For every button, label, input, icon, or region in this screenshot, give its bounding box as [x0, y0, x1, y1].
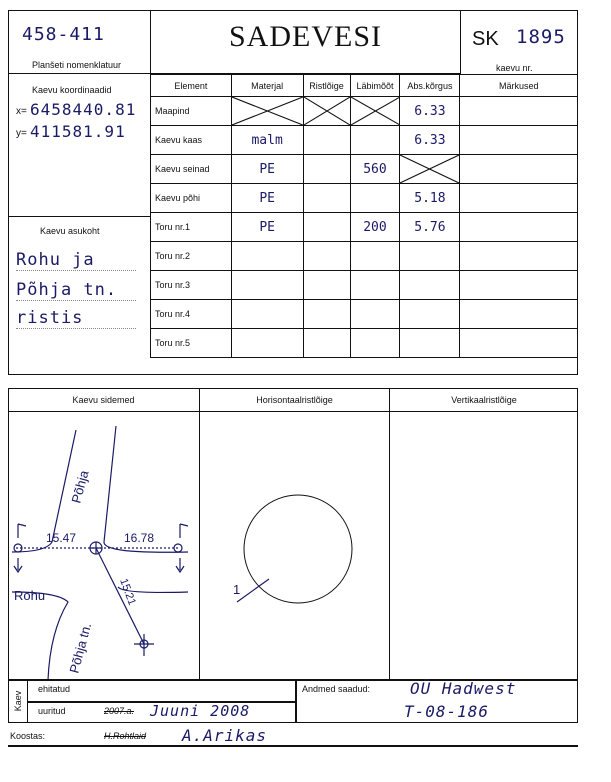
table-row: [151, 97, 578, 126]
cell-element: Toru nr.2: [151, 242, 232, 271]
uuritud-label: uuritud: [38, 706, 66, 716]
cell-element: Kaevu seinad: [151, 155, 232, 184]
location-line-3: ristis: [16, 308, 136, 329]
cell-abs: [400, 329, 460, 358]
cell-ristloige: [303, 242, 350, 271]
location-line-2: Põhja tn.: [16, 280, 136, 301]
cell-markused: [460, 213, 578, 242]
col-header-materjal: Materjal: [231, 75, 303, 97]
cell-labimoot: 200: [350, 213, 400, 242]
sk-prefix: SK: [472, 28, 499, 50]
kaev-label: Kaev: [13, 690, 23, 712]
sketch-dist-1: 15.47: [46, 531, 77, 545]
cell-labimoot: [350, 242, 400, 271]
cell-ristloige: [303, 155, 350, 184]
cell-abs: [400, 271, 460, 300]
coordinates-label: Kaevu koordinaadid: [32, 85, 112, 95]
ehitatud-label: ehitatud: [38, 684, 71, 694]
cell-labimoot: [350, 329, 400, 358]
koostas-struck: H.Rohtlaid: [104, 731, 147, 741]
cell-markused: [460, 184, 578, 213]
cell-markused: [460, 300, 578, 329]
cell-markused: [460, 97, 578, 126]
cell-markused: [460, 126, 578, 155]
cell-markused: [460, 155, 578, 184]
uuritud-value: Juuni 2008: [150, 702, 251, 720]
cell-materjal: [231, 300, 303, 329]
cell-abs: 6.33: [400, 97, 460, 126]
table-row: [151, 126, 578, 155]
table-row: [151, 271, 578, 300]
table-row: [151, 300, 578, 329]
nomenclature-label: Planšeti nomenklatuur: [32, 60, 122, 70]
cell-abs: [400, 242, 460, 271]
cell-abs: 6.33: [400, 126, 460, 155]
col-header-abs: Abs.kõrgus: [400, 75, 460, 97]
col-header-ristloige: Ristlõige: [303, 75, 350, 97]
cell-ristloige: [303, 184, 350, 213]
col-header-markused: Märkused: [460, 75, 578, 97]
cell-abs: 5.76: [400, 213, 460, 242]
cell-element: Toru nr.5: [151, 329, 232, 358]
andmed-value-2: T-08-186: [404, 702, 490, 721]
cell-materjal: malm: [231, 126, 303, 155]
cell-markused: [460, 329, 578, 358]
cell-crossed: [400, 155, 460, 184]
table-row: [151, 184, 578, 213]
horizontal-section-sketch: [199, 412, 390, 680]
cell-materjal: [231, 329, 303, 358]
cell-markused: [460, 242, 578, 271]
table-row: [151, 242, 578, 271]
horizontal-pipe-label: 1: [233, 582, 241, 597]
cell-labimoot: [350, 300, 400, 329]
cell-element: Toru nr.3: [151, 271, 232, 300]
sk-label: kaevu nr.: [496, 63, 533, 73]
sketch-col3-title: Vertikaalristlõige: [451, 395, 517, 405]
cell-materjal: [231, 242, 303, 271]
cell-materjal: PE: [231, 213, 303, 242]
koostas-value: A.Arikas: [182, 726, 268, 745]
nomenclature-value: 458-411: [22, 24, 105, 45]
sk-number: 1895: [516, 26, 566, 48]
connections-sketch: [8, 412, 199, 680]
cell-crossed: [231, 97, 303, 126]
y-prefix: y=: [16, 128, 27, 139]
cell-ristloige: [303, 271, 350, 300]
col-header-labimoot: Läbimõõt: [350, 75, 400, 97]
cell-ristloige: [303, 329, 350, 358]
cell-abs: 5.18: [400, 184, 460, 213]
cell-element: Toru nr.4: [151, 300, 232, 329]
cell-ristloige: [303, 126, 350, 155]
x-value: 6458440.81: [30, 100, 137, 119]
cell-labimoot: [350, 271, 400, 300]
location-label: Kaevu asukoht: [40, 226, 100, 236]
table-row: [151, 329, 578, 358]
cell-ristloige: [303, 300, 350, 329]
table-row: [151, 155, 578, 184]
cell-element: Kaevu kaas: [151, 126, 232, 155]
table-header-row: [151, 75, 578, 97]
y-value: 411581.91: [30, 122, 126, 141]
cell-labimoot: [350, 184, 400, 213]
cell-materjal: PE: [231, 184, 303, 213]
sketch-street-pohja-tn: Põhja tn.: [66, 621, 95, 675]
x-prefix: x=: [16, 106, 27, 117]
element-table: [150, 74, 578, 358]
location-line-1: Rohu ja: [16, 250, 136, 271]
cell-element: Maapind: [151, 97, 232, 126]
cell-crossed: [350, 97, 400, 126]
cell-materjal: [231, 271, 303, 300]
cell-crossed: [303, 97, 350, 126]
koostas-label: Koostas:: [10, 731, 46, 741]
cell-markused: [460, 271, 578, 300]
table-row: [151, 213, 578, 242]
sketch-dist-3: 15.21: [117, 576, 138, 607]
sketch-dist-2: 16.78: [124, 531, 155, 545]
sketch-street-rohu: Rohu: [14, 588, 46, 603]
cell-ristloige: [303, 213, 350, 242]
cell-abs: [400, 300, 460, 329]
sketch-col2-title: Horisontaalristlõige: [256, 395, 333, 405]
col-header-element: Element: [151, 75, 232, 97]
andmed-label: Andmed saadud:: [302, 684, 371, 694]
footer-koostas-line: [8, 745, 578, 747]
cell-labimoot: [350, 126, 400, 155]
sketch-street-pohja: Põhja: [68, 468, 92, 505]
sketch-col1-title: Kaevu sidemed: [72, 395, 135, 405]
andmed-value-1: OÜ Hadwest: [410, 679, 517, 698]
cell-element: Toru nr.1: [151, 213, 232, 242]
cell-element: Kaevu põhi: [151, 184, 232, 213]
page-title: SADEVESI: [228, 20, 382, 53]
cell-materjal: PE: [231, 155, 303, 184]
cell-labimoot: 560: [350, 155, 400, 184]
uuritud-struck: 2007.a.: [104, 706, 135, 716]
